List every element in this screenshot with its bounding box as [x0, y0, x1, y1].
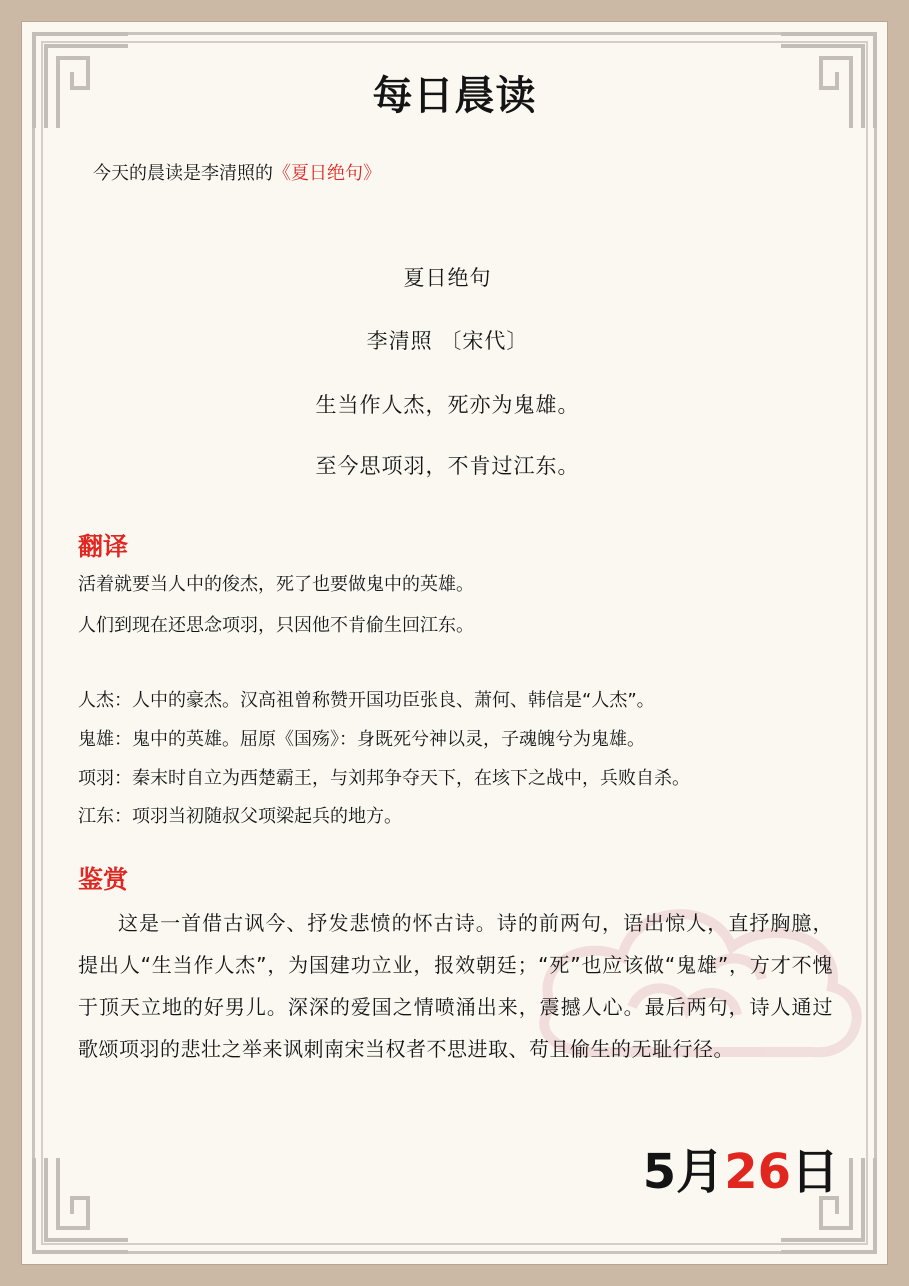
poem-line: 至今思项羽，不肯过江东。 [315, 454, 580, 478]
date-month: 5 [642, 1144, 677, 1200]
intro-prefix: 今天的晨读是李清照的 [93, 163, 273, 184]
date-day-unit: 日 [790, 1144, 839, 1200]
paper-sheet [22, 22, 887, 1264]
note-line: 项羽：秦末时自立为西楚霸王，与刘邦争夺天下，在垓下之战中，兵败自杀。 [78, 768, 690, 789]
translation-heading: 翻译 [78, 532, 129, 561]
appreciation-paragraph: 这是一首借古讽今、抒发悲愤的怀古诗。诗的前两句，语出惊人，直抒胸臆，提出人“生当作人杰”，为国建功立业，报效朝廷；“死”也应该做“鬼雄”，方才不愧于顶天立地的好男儿。深深的爱国之情喷涌出来，震撼人心。最后两句，诗人通过歌颂项羽的悲壮之举来讽刺南宋当权者不思进取、苟且偷生的无耻行径。 [78, 911, 833, 1061]
translation-line: 活着就要当人中的俊杰，死了也要做鬼中的英雄。 [78, 574, 474, 595]
intro-book-title: 《夏日绝句》 [273, 163, 381, 184]
poem-title: 夏日绝句 [403, 266, 492, 290]
poem-line: 生当作人杰，死亦为鬼雄。 [315, 393, 580, 417]
intro-line [93, 160, 381, 188]
date-stamp [643, 1142, 839, 1202]
appreciation-heading: 鉴赏 [78, 865, 129, 894]
corner-fret-ornament [26, 1150, 136, 1260]
page-title: 每日晨读 [372, 73, 537, 119]
date-month-unit: 月 [676, 1144, 725, 1200]
date-day: 26 [724, 1144, 791, 1200]
poem-author: 李清照 〔宋代〕 [366, 329, 529, 353]
note-line: 江东：项羽当初随叔父项梁起兵的地方。 [78, 806, 402, 827]
translation-line: 人们到现在还思念项羽，只因他不肯偷生回江东。 [78, 615, 474, 636]
note-line: 鬼雄：鬼中的英雄。屈原《国殇》：身既死兮神以灵，子魂魄兮为鬼雄。 [78, 729, 645, 750]
note-line: 人杰：人中的豪杰。汉高祖曾称赞开国功臣张良、萧何、韩信是“人杰”。 [78, 690, 655, 711]
